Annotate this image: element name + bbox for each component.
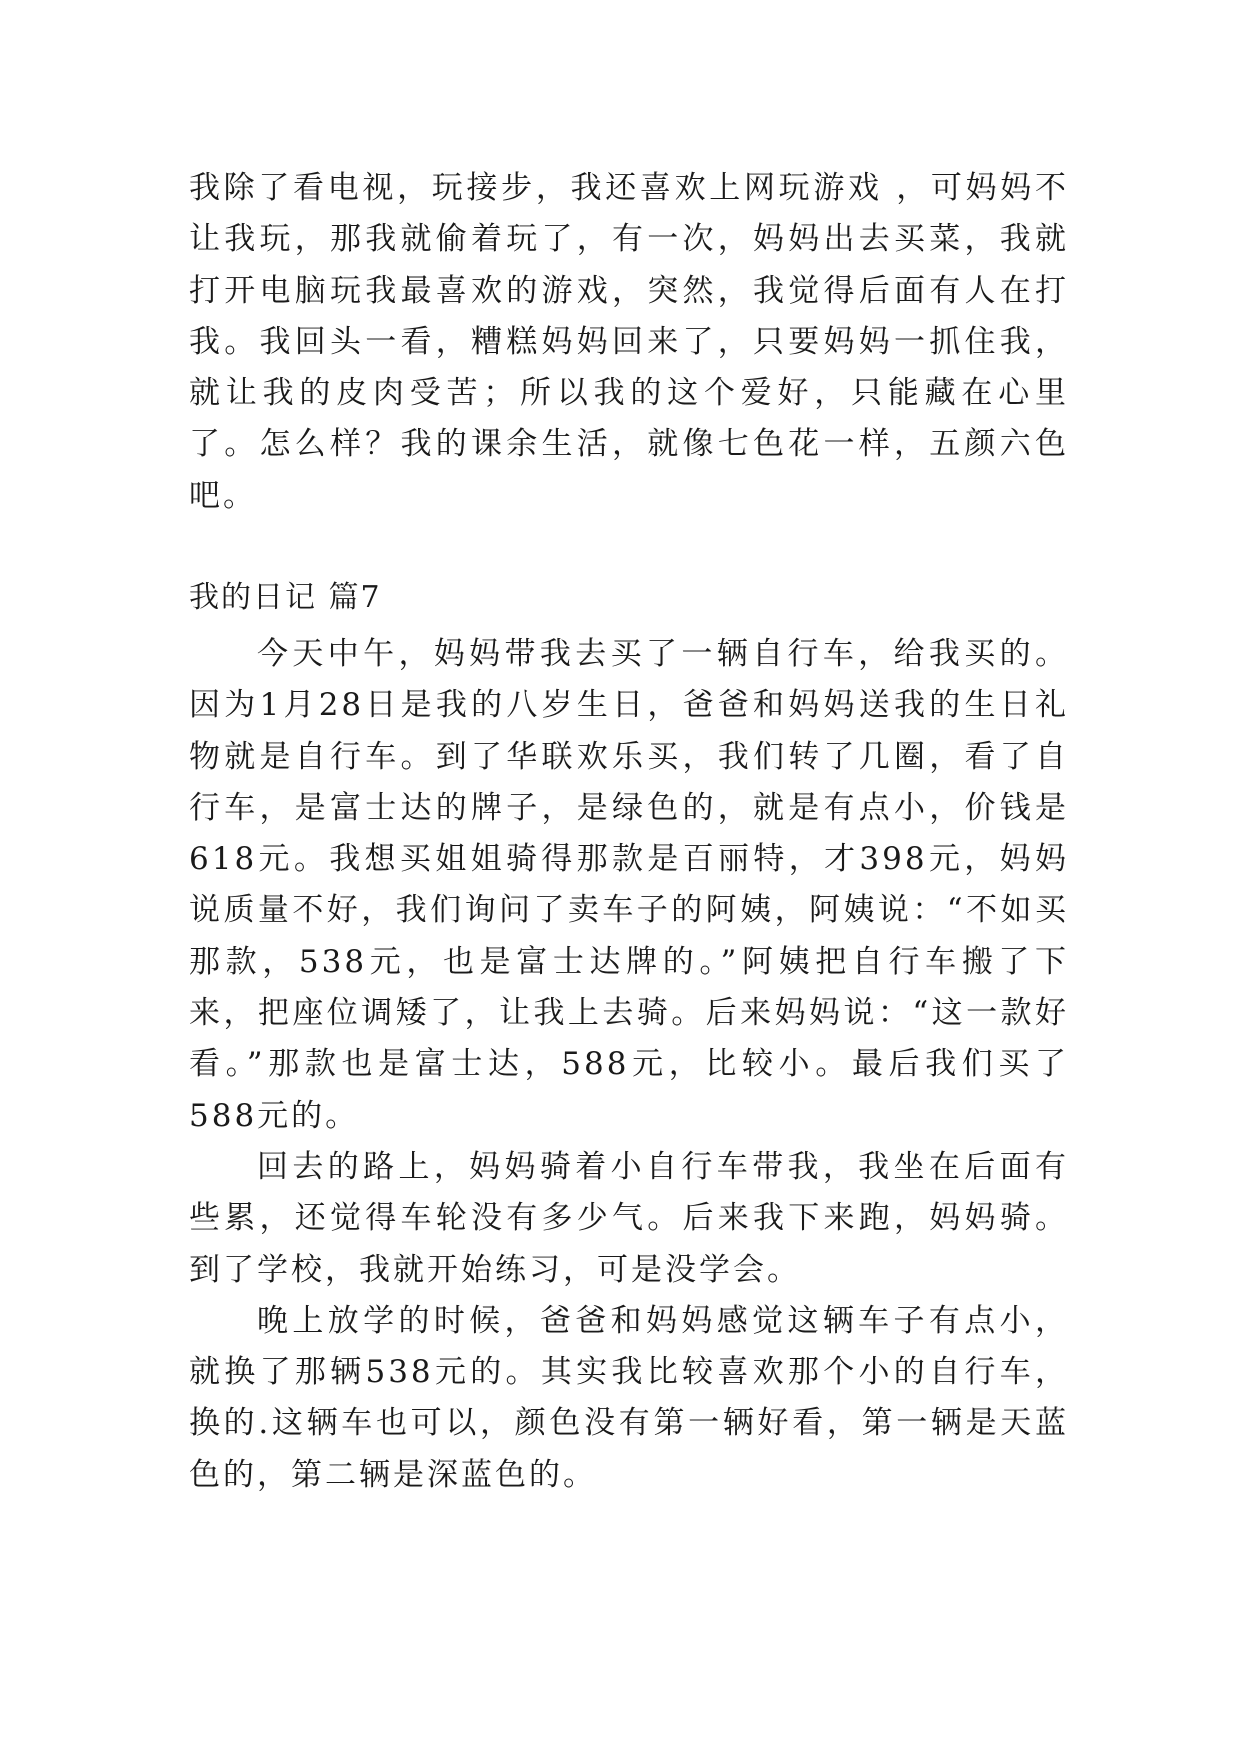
diary-paragraph-1: 今天中午，妈妈带我去买了一辆自行车，给我买的。因为1月28日是我的八岁生日，爸爸和妈妈送我的生日礼物就是自行车。到了华联欢乐买，我们转了几圈，看了自行车，是富士达的牌子，是绿色的，就是有点小，价钱是618元。我想买姐姐骑得那款是百丽特，才398元，妈妈说质量不好，我们询问了卖车子的阿姨，阿姨说：“不如买那款，538元，也是富士达牌的。”阿姨把自行车搬了下来，把座位调矮了，让我上去骑。后来妈妈说：“这一款好看。”那款也是富士达，588元，比较小。最后我们买了588元的。 [189,636,1069,1134]
section-title: 我的日记 篇7 [189,580,382,615]
diary-paragraph-3: 晚上放学的时候，爸爸和妈妈感觉这辆车子有点小，就换了那辆538元的。其实我比较喜欢那个小的自行车，换的.这辆车也可以，颜色没有第一辆好看，第一辆是天蓝色的，第二辆是深蓝色的。 [189,1302,1069,1493]
intro-paragraph: 我除了看电视，玩接步，我还喜欢上网玩游戏 ，可妈妈不让我玩，那我就偷着玩了，有一次，妈妈出去买菜，我就打开电脑玩我最喜欢的游戏，突然，我觉得后面有人在打我。我回头一看，糟糕妈妈回来了，只要妈妈一抓住我，就让我的皮肉受苦；所以我的这个爱好，只能藏在心里了。怎么样？我的课余生活，就像七色花一样，五颜六色吧。 [189,170,1069,514]
diary-paragraph-2: 回去的路上，妈妈骑着小自行车带我，我坐在后面有些累，还觉得车轮没有多少气。后来我下来跑，妈妈骑。到了学校，我就开始练习，可是没学会。 [189,1148,1069,1288]
diary-body [189,629,1069,1501]
